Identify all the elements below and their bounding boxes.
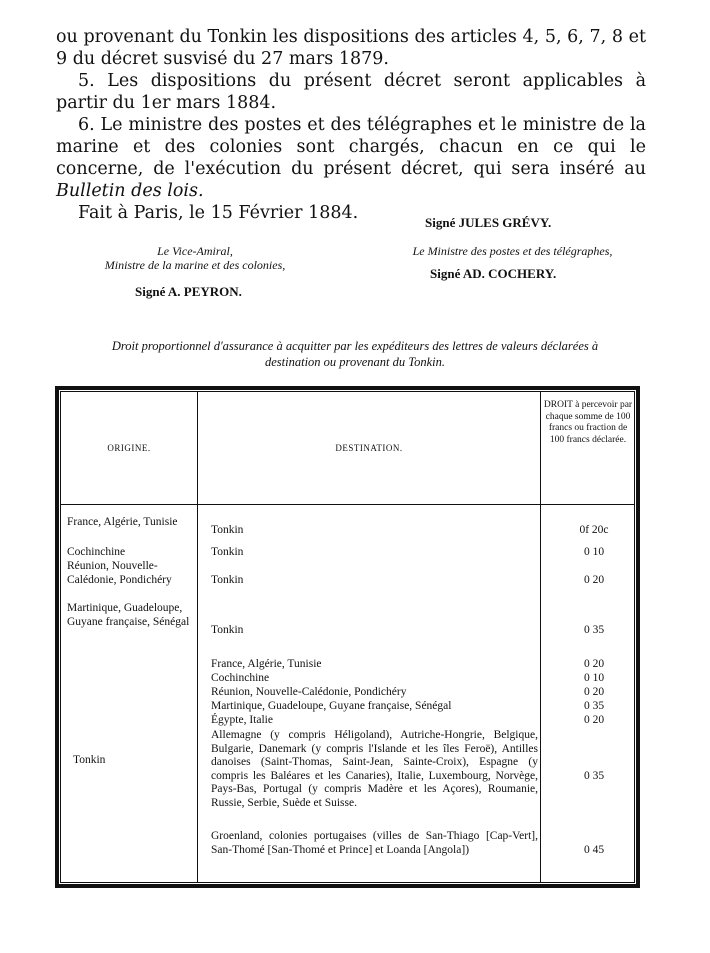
- right-signed: Signé AD. COCHERY.: [430, 266, 557, 281]
- amount-cell: 0 35: [583, 700, 605, 712]
- amount-cell: 0 10: [583, 672, 605, 684]
- header-duty: DROIT à percevoir par chaque somme de 100 francs ou fraction de 100 francs déclarée.: [543, 400, 633, 445]
- bulletin-des-lois: Bulletin des lois.: [56, 181, 204, 201]
- header-origin: ORIGINE.: [107, 443, 151, 453]
- left-title-2: Ministre de la marine et des colonies,: [104, 258, 286, 272]
- destination-cell: Allemagne (y compris Héligoland), Autriche-Hongrie, Belgique, Bulgarie, Danemark (y compris l'Islande et les îles Feroë), Antilles danoises (Saint-Thomas, Saint-Jean, Sainte-Croix), Espagne (y compris les Baléares et les Canaries), Italie, Luxembourg, Norvège, Pays-Bas, Portugal (y compris Madère et les Açores), Roumanie, Russie, Serbie, Suède et Suisse.: [211, 729, 538, 809]
- left-title-1: Le Vice-Amiral,: [157, 244, 233, 258]
- origin-cell: Réunion, Nouvelle-Calédonie, Pondichéry: [67, 560, 172, 586]
- origin-cell: Martinique, Guadeloupe, Guyane française, Sénégal: [67, 602, 190, 628]
- origin-tonkin: Tonkin: [73, 754, 106, 766]
- table-caption: Droit proportionnel d'assurance à acquitter par les expéditeurs des lettres de valeurs déclarées à destination ou provenant du Tonkin.: [111, 339, 599, 369]
- amount-cell: 0 35: [583, 624, 605, 636]
- paragraph-6-text: 6. Le ministre des postes et des télégraphes et le ministre de la marine et des colonies sont chargés, chacun en ce qui le concerne, de l'exécution du présent décret, qui sera inséré au: [56, 115, 646, 179]
- destination-cell: Égypte, Italie: [211, 714, 273, 726]
- destination-cell: Martinique, Guadeloupe, Guyane française, Sénégal: [211, 700, 452, 712]
- amount-cell: 0 20: [583, 686, 605, 698]
- destination-cell: Réunion, Nouvelle-Calédonie, Pondichéry: [211, 686, 407, 698]
- destination-cell: Groenland, colonies portugaises (villes de San-Thiago [Cap-Vert], San-Thomé [San-Thomé et Prince] et Loanda [Angola]): [211, 830, 538, 856]
- left-signed: Signé A. PEYRON.: [135, 284, 242, 299]
- amount-cell: 0 45: [583, 844, 605, 856]
- amount-cell: 0 20: [583, 574, 605, 586]
- header-divider: [61, 504, 634, 505]
- destination-cell: Tonkin: [211, 624, 244, 636]
- destination-cell: France, Algérie, Tunisie: [211, 658, 322, 670]
- amount-cell: 0f 20c: [579, 524, 609, 536]
- right-title: Le Ministre des postes et des télégraphes,: [412, 244, 613, 258]
- destination-cell: Cochinchine: [211, 672, 270, 684]
- column-divider: [197, 392, 198, 882]
- header-destination: DESTINATION.: [335, 443, 403, 453]
- amount-cell: 0 10: [583, 546, 605, 558]
- amount-cell: 0 20: [583, 714, 605, 726]
- amount-cell: 0 20: [583, 658, 605, 670]
- origin-cell: France, Algérie, Tunisie: [67, 516, 178, 528]
- decree-text: [56, 26, 646, 224]
- date-line: Fait à Paris, le 15 Février 1884.: [78, 203, 359, 223]
- destination-cell: Tonkin: [211, 574, 244, 586]
- paragraph-5: 5. Les dispositions du présent décret seront applicables à partir du 1er mars 1884.: [56, 71, 646, 113]
- paragraph-articles: ou provenant du Tonkin les dispositions des articles 4, 5, 6, 7, 8 et 9 du décret susvisé du 27 mars 1879.: [56, 27, 646, 69]
- destination-cell: Tonkin: [211, 546, 244, 558]
- duty-table: [61, 392, 634, 882]
- president-signature: Signé JULES GRÉVY.: [425, 215, 552, 230]
- origin-cell: Cochinchine: [67, 546, 126, 558]
- column-divider: [540, 392, 541, 882]
- paragraph-6: [56, 114, 646, 202]
- destination-cell: Tonkin: [211, 524, 244, 536]
- amount-cell: 0 35: [583, 770, 605, 782]
